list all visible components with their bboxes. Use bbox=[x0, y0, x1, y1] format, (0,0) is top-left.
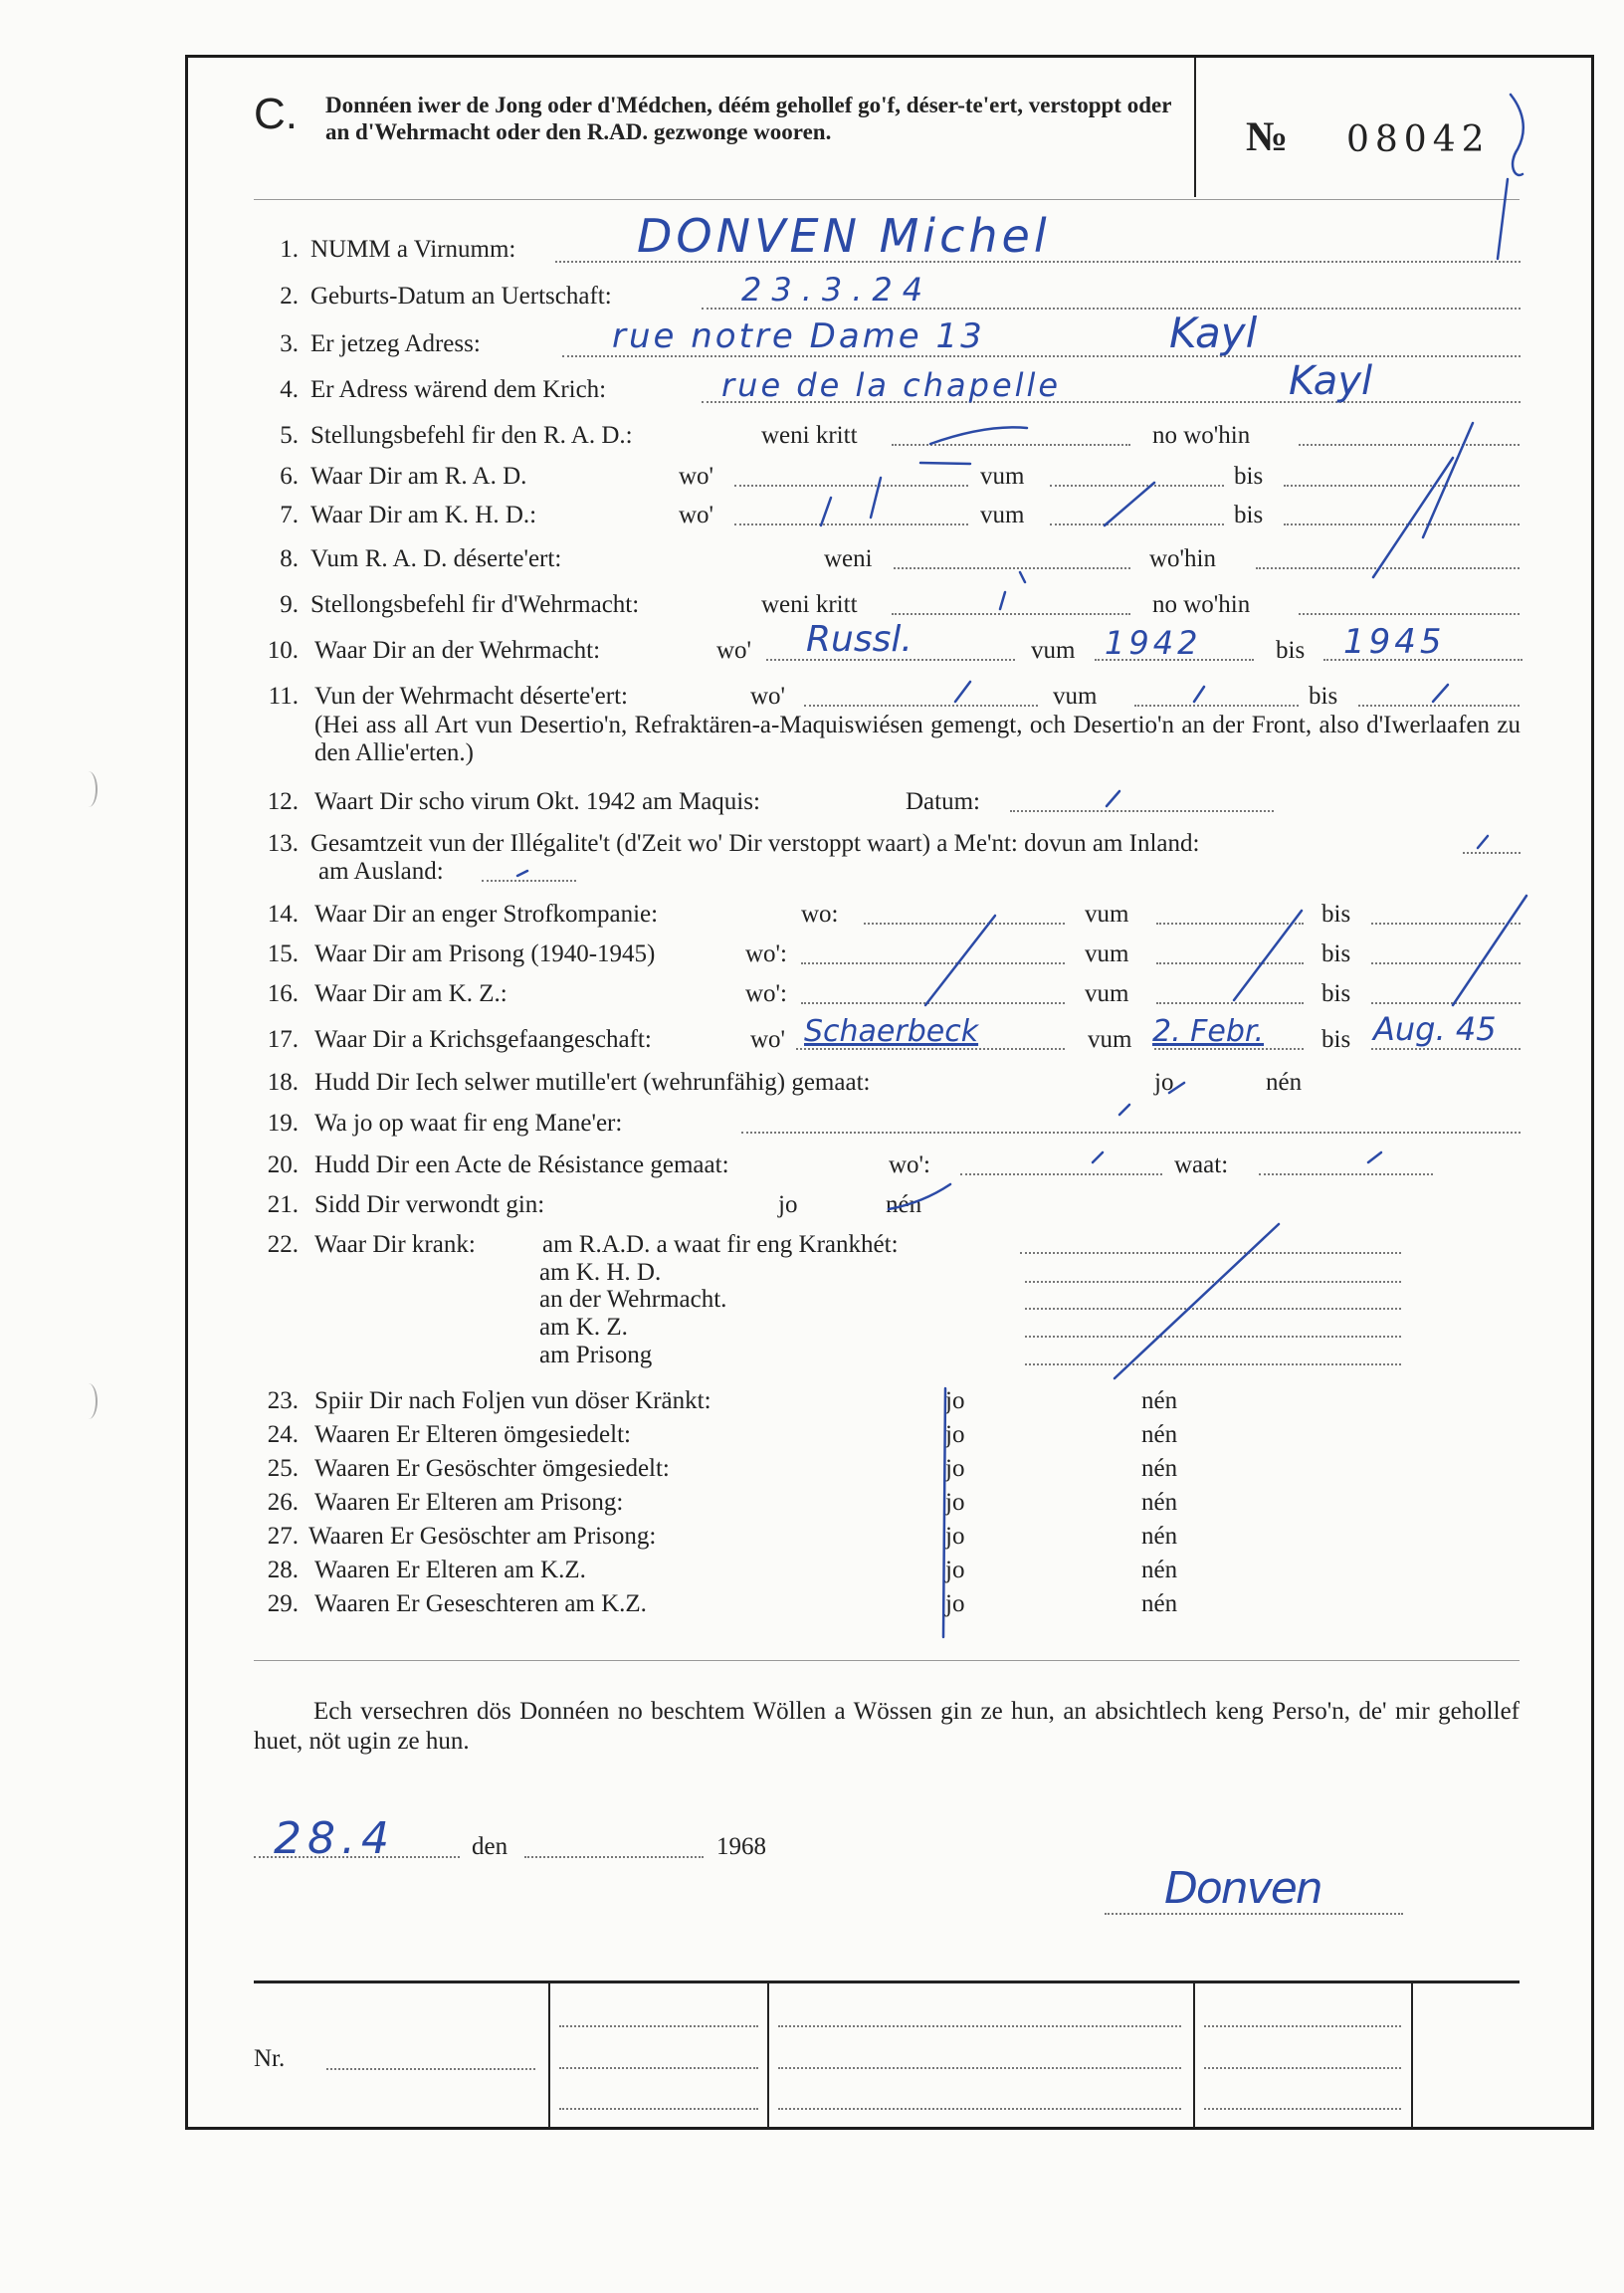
item-sub-label: am K. Z. bbox=[539, 1314, 628, 1341]
signature: Donven bbox=[1164, 1863, 1321, 1914]
item-number: 21. bbox=[267, 1191, 299, 1218]
strike-line bbox=[920, 463, 970, 464]
answer-line bbox=[741, 1132, 1521, 1134]
footer-col-divider bbox=[1193, 1983, 1195, 2128]
answer-line bbox=[1256, 567, 1520, 569]
option-yes: jo bbox=[945, 1489, 965, 1516]
footer-table-top bbox=[254, 1980, 1520, 1983]
header-rule bbox=[254, 199, 1520, 200]
field-label: wo': bbox=[889, 1151, 931, 1178]
field-label: vum bbox=[1031, 637, 1076, 664]
answer-line bbox=[1156, 923, 1304, 925]
answer-line bbox=[892, 613, 1130, 615]
field-label: vum bbox=[980, 502, 1025, 528]
field-label: bis bbox=[1321, 901, 1351, 928]
strike-line bbox=[1105, 483, 1154, 525]
strike-line bbox=[517, 871, 527, 876]
item-number: 20. bbox=[267, 1151, 299, 1178]
item-label: Wa jo op waat fir eng Mane'er: bbox=[314, 1110, 623, 1137]
field-label: wo': bbox=[745, 940, 788, 967]
answer-line bbox=[734, 523, 968, 525]
answer-line bbox=[1050, 485, 1224, 487]
field-label: Datum: bbox=[906, 788, 980, 815]
birth-date-answer: 23.3.24 bbox=[741, 271, 933, 309]
item-label: Waaren Er Elteren am Prisong: bbox=[314, 1489, 624, 1516]
option-no: nén bbox=[1141, 1421, 1178, 1448]
field-label: wo: bbox=[801, 901, 839, 928]
footer-line bbox=[778, 2108, 1181, 2110]
answer-line bbox=[1371, 1002, 1521, 1004]
strike-line bbox=[1020, 572, 1025, 582]
answer-line bbox=[734, 485, 968, 487]
answer-line bbox=[1299, 444, 1520, 446]
field-label: vum bbox=[1085, 980, 1129, 1007]
field-label: wo' bbox=[716, 637, 752, 664]
item-sub-label: am Ausland: bbox=[318, 858, 444, 885]
field-label: weni bbox=[824, 545, 873, 572]
strike-line bbox=[1194, 687, 1204, 702]
field-label: no wo'hin bbox=[1152, 422, 1251, 449]
field-label: weni kritt bbox=[761, 591, 858, 618]
field-label: vum bbox=[1088, 1026, 1132, 1053]
item-number: 12. bbox=[267, 788, 299, 815]
strike-line bbox=[871, 478, 881, 518]
option-yes: jo bbox=[945, 1421, 965, 1448]
field-label: bis bbox=[1321, 980, 1351, 1007]
item-number: 5. bbox=[280, 422, 299, 449]
footer-line bbox=[1204, 2067, 1401, 2069]
item-number: 28. bbox=[267, 1557, 299, 1583]
item-number: 29. bbox=[267, 1590, 299, 1617]
option-no: nén bbox=[886, 1191, 922, 1218]
answer-line bbox=[801, 1002, 1065, 1004]
field-label: bis bbox=[1234, 502, 1264, 528]
option-yes: jo bbox=[1154, 1069, 1174, 1096]
item-label: Hudd Dir Iech selwer mutille'ert (wehrunfähig) gemaat: bbox=[314, 1069, 871, 1096]
declaration-rule bbox=[254, 1660, 1520, 1661]
item-number: 8. bbox=[280, 545, 299, 572]
frame-top-border bbox=[185, 55, 1593, 58]
captivity-until-answer: Aug. 45 bbox=[1373, 1010, 1497, 1048]
wehrmacht-where-answer: Russl. bbox=[806, 619, 913, 660]
option-no: nén bbox=[1141, 1590, 1178, 1617]
item-number: 11. bbox=[268, 683, 299, 710]
strike-line bbox=[1433, 685, 1448, 702]
item-label: Geburts-Datum an Uertschaft: bbox=[310, 283, 612, 310]
item-number: 19. bbox=[267, 1110, 299, 1137]
date-year: 1968 bbox=[716, 1833, 766, 1860]
item-label: Waar Dir am Prisong (1940-1945) bbox=[314, 940, 656, 967]
war-address-town-answer: Kayl bbox=[1289, 358, 1373, 404]
footer-line bbox=[1204, 2108, 1401, 2110]
item-label: Waaren Er Elteren am K.Z. bbox=[314, 1557, 586, 1583]
answer-line bbox=[1358, 705, 1520, 707]
item-label: Waaren Er Gesöschter am Prisong: bbox=[308, 1523, 657, 1550]
strike-line bbox=[1115, 1224, 1279, 1378]
answer-line bbox=[960, 1173, 1162, 1175]
item-number: 22. bbox=[267, 1231, 299, 1258]
footer-col-divider bbox=[1411, 1983, 1413, 2128]
field-label: vum bbox=[980, 463, 1025, 490]
item-number: 4. bbox=[280, 376, 299, 403]
item-label: Hudd Dir een Acte de Résistance gemaat: bbox=[314, 1151, 729, 1178]
item-label: Waar Dir am K. Z.: bbox=[314, 980, 508, 1007]
answer-line bbox=[1284, 485, 1520, 487]
declaration-text: Ech versechren dös Donnéen no beschtem Wöllen a Wössen gin ze hun, an absichtlech keng Perso'n, de' mir gehollef huet, nöt ugin ze hun. bbox=[254, 1698, 1520, 1755]
name-answer: DONVEN Michel bbox=[637, 209, 1051, 263]
wehrmacht-until-answer: 1945 bbox=[1343, 622, 1446, 662]
footer-nr-line bbox=[326, 2068, 535, 2070]
option-yes: jo bbox=[945, 1523, 965, 1550]
strike-line bbox=[930, 427, 1027, 444]
captivity-from-answer: 2. Febr. bbox=[1152, 1014, 1265, 1049]
item-number: 7. bbox=[280, 502, 299, 528]
field-label: wo' bbox=[750, 683, 786, 710]
answer-line bbox=[894, 567, 1130, 569]
item-label: Vun der Wehrmacht déserte'ert: bbox=[314, 683, 628, 710]
field-label: vum bbox=[1053, 683, 1098, 710]
option-yes: jo bbox=[945, 1590, 965, 1617]
section-title: Donnéen iwer de Jong oder d'Médchen, déém gehollef go'f, déser-te'ert, verstoppt oder an d'Wehrmacht oder den R.AD. gezwonge wooren. bbox=[325, 93, 1172, 144]
item-number: 24. bbox=[267, 1421, 299, 1448]
footer-line bbox=[559, 2025, 758, 2027]
item-sub-label: am K. H. D. bbox=[539, 1259, 662, 1286]
strike-line bbox=[1107, 791, 1119, 806]
item-label: Stellongsbefehl fir d'Wehrmacht: bbox=[310, 591, 640, 618]
address-answer: rue notre Dame 13 bbox=[612, 316, 985, 356]
section-letter: C. bbox=[254, 90, 298, 138]
item-sub-label: am R.A.D. a waat fir eng Krankhét: bbox=[542, 1231, 899, 1258]
answer-line bbox=[1025, 1308, 1401, 1310]
initials-mark bbox=[1498, 95, 1523, 259]
strike-line bbox=[1093, 1152, 1103, 1162]
answer-line bbox=[892, 444, 1130, 446]
answer-line bbox=[482, 880, 576, 882]
item-label: Stellungsbefehl fir den R. A. D.: bbox=[310, 422, 633, 449]
item-label: Waar Dir am R. A. D. bbox=[310, 463, 527, 490]
answer-line bbox=[804, 705, 1038, 707]
item-number: 10. bbox=[267, 637, 299, 664]
option-no: nén bbox=[1141, 1523, 1178, 1550]
answer-line bbox=[1050, 523, 1224, 525]
form-number: 08042 bbox=[1346, 119, 1491, 160]
field-label: vum bbox=[1085, 901, 1129, 928]
punch-hole-mark bbox=[80, 771, 98, 807]
item-label: Waar Dir krank: bbox=[314, 1231, 476, 1258]
answer-line bbox=[1025, 1336, 1401, 1338]
item-label: Waar Dir an der Wehrmacht: bbox=[314, 637, 601, 664]
item-label: Er jetzeg Adress: bbox=[310, 330, 481, 357]
strike-line bbox=[1119, 1105, 1129, 1115]
item-label: Waar Dir an enger Strofkompanie: bbox=[314, 901, 659, 928]
strike-line bbox=[821, 498, 831, 525]
item-number: 2. bbox=[280, 283, 299, 310]
answer-line bbox=[1156, 1002, 1304, 1004]
captivity-where-answer: Schaerbeck bbox=[804, 1014, 979, 1049]
frame-bottom-border bbox=[185, 2127, 1594, 2130]
footer-line bbox=[778, 2067, 1181, 2069]
strike-line bbox=[1423, 423, 1473, 537]
answer-line bbox=[1134, 705, 1299, 707]
option-no: nén bbox=[1141, 1387, 1178, 1414]
option-no: nén bbox=[1141, 1557, 1178, 1583]
answer-line bbox=[1156, 962, 1304, 964]
option-no: nén bbox=[1141, 1455, 1178, 1482]
footer-line bbox=[1204, 2025, 1401, 2027]
item-number: 14. bbox=[267, 901, 299, 928]
strike-line bbox=[1453, 896, 1526, 1005]
item-number: 17. bbox=[267, 1026, 299, 1053]
field-label: weni kritt bbox=[761, 422, 858, 449]
strike-line bbox=[1368, 1152, 1381, 1162]
war-address-answer: rue de la chapelle bbox=[721, 366, 1062, 404]
strike-line bbox=[1373, 458, 1453, 577]
item-number: 9. bbox=[280, 591, 299, 618]
footer-nr-label: Nr. bbox=[254, 2045, 286, 2072]
frame-left-border bbox=[185, 55, 188, 2130]
option-no: nén bbox=[1266, 1069, 1303, 1096]
item-number: 13. bbox=[267, 830, 299, 857]
field-label: waat: bbox=[1174, 1151, 1229, 1178]
frame-right-border bbox=[1591, 55, 1594, 2130]
field-label: vum bbox=[1085, 940, 1129, 967]
answer-line bbox=[1299, 613, 1520, 615]
item-number: 3. bbox=[280, 330, 299, 357]
item-label: Waaren Er Elteren ömgesiedelt: bbox=[314, 1421, 631, 1448]
item-label: Waaren Er Geseschteren am K.Z. bbox=[314, 1590, 647, 1617]
answer-line bbox=[1463, 852, 1521, 854]
item-label: Waar Dir a Krichsgefaangeschaft: bbox=[314, 1026, 652, 1053]
item-number: 18. bbox=[267, 1069, 299, 1096]
option-no: nén bbox=[1141, 1489, 1178, 1516]
item-number: 23. bbox=[267, 1387, 299, 1414]
field-label: no wo'hin bbox=[1152, 591, 1251, 618]
item-label: Waart Dir scho virum Okt. 1942 am Maquis: bbox=[314, 788, 760, 815]
item-number: 16. bbox=[267, 980, 299, 1007]
answer-line bbox=[1025, 1363, 1401, 1365]
answer-line bbox=[801, 962, 1065, 964]
item-number: 15. bbox=[267, 940, 299, 967]
field-label: bis bbox=[1309, 683, 1338, 710]
field-label: bis bbox=[1321, 940, 1351, 967]
footer-line bbox=[778, 2025, 1181, 2027]
number-sign: № bbox=[1246, 114, 1289, 160]
answer-line bbox=[864, 923, 1065, 925]
date-day-answer: 28.4 bbox=[274, 1813, 395, 1864]
item-number: 27. bbox=[267, 1523, 299, 1550]
answer-line bbox=[1259, 1173, 1433, 1175]
date-month-line bbox=[524, 1856, 704, 1858]
field-label: bis bbox=[1321, 1026, 1351, 1053]
option-yes: jo bbox=[945, 1387, 965, 1414]
field-label: wo': bbox=[745, 980, 788, 1007]
wehrmacht-from-answer: 1942 bbox=[1105, 624, 1202, 662]
field-label: wo' bbox=[679, 502, 714, 528]
footer-line bbox=[559, 2067, 758, 2069]
field-label: wo'hin bbox=[1149, 545, 1217, 572]
item-sub-label: an der Wehrmacht. bbox=[539, 1286, 727, 1313]
item-label: Waaren Er Gesöschter ömgesiedelt: bbox=[314, 1455, 670, 1482]
answer-line bbox=[1025, 1281, 1401, 1283]
item-label: Er Adress wärend dem Krich: bbox=[310, 376, 607, 403]
address-town-answer: Kayl bbox=[1169, 309, 1258, 357]
punch-hole-mark bbox=[80, 1383, 98, 1419]
strike-line bbox=[925, 916, 995, 1005]
footer-col-divider bbox=[767, 1983, 769, 2128]
answer-line bbox=[1010, 810, 1274, 812]
field-label: wo' bbox=[679, 463, 714, 490]
strike-line bbox=[955, 682, 970, 702]
field-label: bis bbox=[1234, 463, 1264, 490]
answer-line bbox=[1371, 1048, 1521, 1050]
item-number: 1. bbox=[280, 236, 299, 263]
item-label: Spiir Dir nach Foljen vun döser Kränkt: bbox=[314, 1387, 711, 1414]
answer-line bbox=[1371, 923, 1521, 925]
strike-line bbox=[1000, 592, 1005, 609]
item-number: 26. bbox=[267, 1489, 299, 1516]
option-yes: jo bbox=[778, 1191, 798, 1218]
answer-line bbox=[1371, 962, 1521, 964]
option-yes: jo bbox=[945, 1455, 965, 1482]
item-note: (Hei ass all Art vun Desertio'n, Refraktären-a-Maquiswiésen gemengt, och Desertio'n an der Front, also d'Iwerlaafen zu den Allie'erten.) bbox=[314, 712, 1521, 766]
answer-line bbox=[1284, 523, 1520, 525]
item-number: 6. bbox=[280, 463, 299, 490]
strike-line bbox=[1478, 836, 1488, 848]
footer-col-divider bbox=[548, 1983, 550, 2128]
item-sub-label: am Prisong bbox=[539, 1342, 653, 1368]
header-divider bbox=[1194, 58, 1196, 197]
item-label: Vum R. A. D. déserte'ert: bbox=[310, 545, 562, 572]
answer-line bbox=[1020, 1252, 1401, 1254]
field-label: bis bbox=[1276, 637, 1306, 664]
footer-line bbox=[559, 2108, 758, 2110]
item-label: Gesamtzeit vun der Illégalite't (d'Zeit wo' Dir verstoppt waart) a Me'nt: dovun am Inland: bbox=[310, 830, 1200, 857]
item-label: Sidd Dir verwondt gin: bbox=[314, 1191, 545, 1218]
field-label: wo' bbox=[750, 1026, 786, 1053]
item-label: NUMM a Virnumm: bbox=[310, 236, 516, 263]
item-number: 25. bbox=[267, 1455, 299, 1482]
item-label: Waar Dir am K. H. D.: bbox=[310, 502, 537, 528]
date-den-label: den bbox=[472, 1833, 508, 1860]
option-yes: jo bbox=[945, 1557, 965, 1583]
